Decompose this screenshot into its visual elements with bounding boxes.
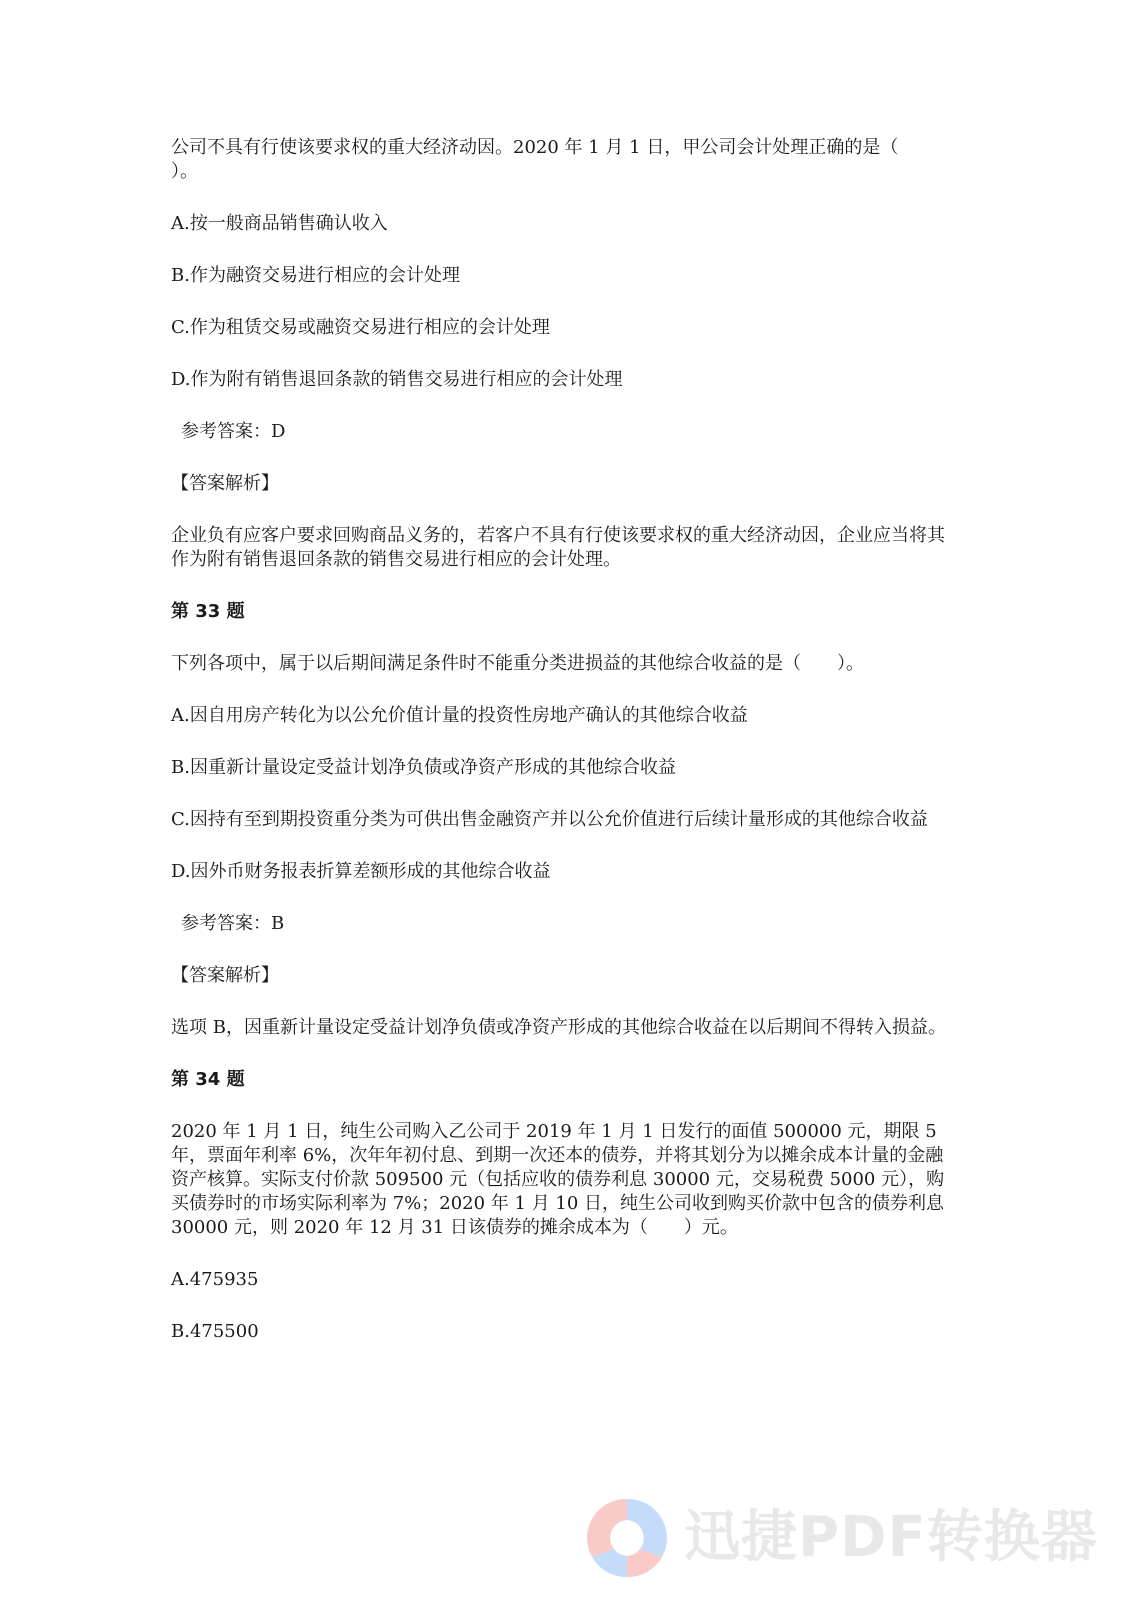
watermark xyxy=(584,1495,1104,1585)
xunjie-logo-icon xyxy=(584,1495,670,1581)
option-c: C.因持有至到期投资重分类为可供出售金融资产并以公允价值进行后续计量形成的其他综合收益 xyxy=(171,809,928,830)
question-33-title: 第 33 题 xyxy=(171,601,245,622)
option-a: A.475935 xyxy=(171,1269,259,1290)
analysis-heading: 【答案解析】 xyxy=(171,965,279,986)
analysis-heading: 【答案解析】 xyxy=(171,473,279,494)
question-33-text: 下列各项中，属于以后期间满足条件时不能重分类进损益的其他综合收益的是（ ）。 xyxy=(171,653,864,674)
option-d: D.因外币财务报表折算差额形成的其他综合收益 xyxy=(171,861,551,882)
option-b: B.475500 xyxy=(171,1321,259,1342)
option-a: A.因自用房产转化为以公允价值计量的投资性房地产确认的其他综合收益 xyxy=(171,705,748,726)
option-c: C.作为租赁交易或融资交易进行相应的会计处理 xyxy=(171,317,550,338)
option-a: A.按一般商品销售确认收入 xyxy=(171,213,388,234)
option-b: B.作为融资交易进行相应的会计处理 xyxy=(171,265,460,286)
question-34-title: 第 34 题 xyxy=(171,1069,245,1090)
reference-answer: 参考答案：D xyxy=(181,421,286,442)
option-d: D.作为附有销售退回条款的销售交易进行相应的会计处理 xyxy=(171,369,623,390)
analysis-text: 选项 B，因重新计量设定受益计划净负债或净资产形成的其他综合收益在以后期间不得转入损益。 xyxy=(171,1017,946,1038)
question-34-text: 2020 年 1 月 1 日，纯生公司购入乙公司于 2019 年 1 月 1 日发行的面值 500000 元，期限 5 年，票面年利率 6%，次年年初付息、到期一次还本的债券，并将其划分为以摊余成本计量的金融资产核算。实际支付价款 509500 元（包括应收的债券利息 30000 元，交易税费 5000 元），购买债券时的市场实际利率为 7%；2020 年 1 月 10 日，纯生公司收到购买价款中包含的债券利息 30000 元，则 2020 年 12 月 31 日该债券的摊余成本为（ ）元。 xyxy=(171,1121,945,1238)
reference-answer: 参考答案：B xyxy=(181,913,285,934)
question-32-tail: 公司不具有行使该要求权的重大经济动因。2020 年 1 月 1 日，甲公司会计处理正确的是（ ）。 xyxy=(171,137,935,182)
option-b: B.因重新计量设定受益计划净负债或净资产形成的其他综合收益 xyxy=(171,757,676,778)
page-content xyxy=(171,136,951,1372)
watermark-text: 迅捷PDF转换器 xyxy=(684,1505,1098,1570)
analysis-text: 企业负有应客户要求回购商品义务的，若客户不具有行使该要求权的重大经济动因，企业应当将其作为附有销售退回条款的销售交易进行相应的会计处理。 xyxy=(171,525,945,570)
